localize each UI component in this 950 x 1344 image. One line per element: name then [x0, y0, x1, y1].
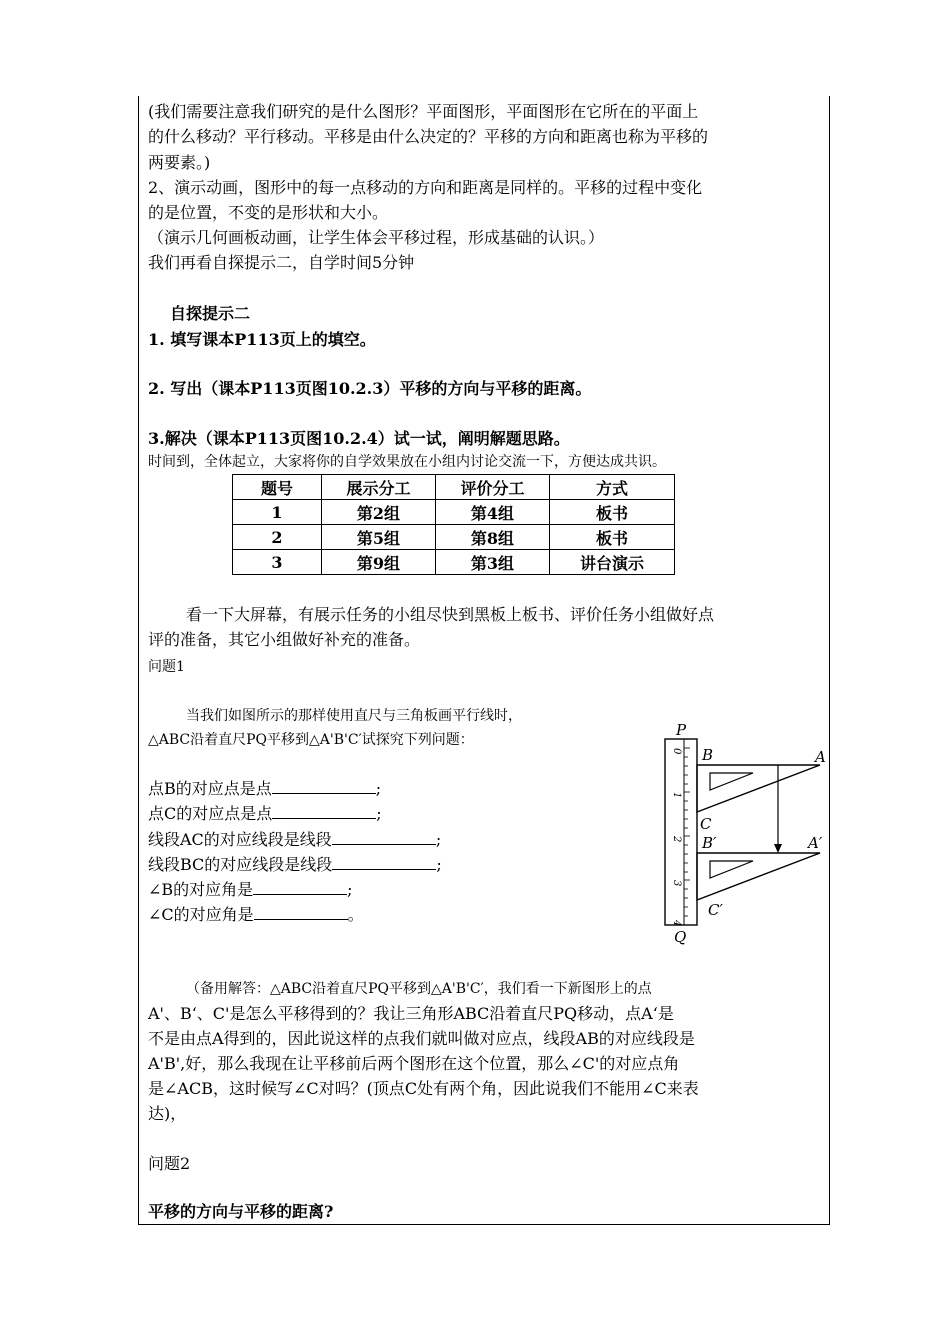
table-cell: 讲台演示: [550, 550, 675, 575]
label-q: Q: [674, 928, 687, 946]
header-cell: 题号: [233, 475, 322, 500]
backup-line-1: （备用解答：△ABC沿着直尺PQ平移到△A'B'C′，我们看一下新图形上的点: [186, 981, 652, 997]
table-cell: 第8组: [436, 525, 550, 550]
para1-line-6: （演示几何画板动画，让学生体会平移过程，形成基础的认识。）: [148, 228, 605, 247]
label-b-prime: B′: [702, 834, 717, 852]
backup-line-6: 达)，: [148, 1104, 187, 1123]
para1-line-7: 我们再看自探提示二，自学时间5分钟: [148, 253, 415, 272]
q1-intro-line-2: △ABC沿着直尺PQ平移到△A'B'C′试探究下列问题：: [148, 732, 474, 748]
triangle-a2b2c2: [697, 853, 820, 900]
table-row: [233, 525, 675, 550]
label-b: B: [702, 746, 714, 764]
hint-item-3: 3.解决（课本P113页图10.2.4）试一试，阐明解题思路。: [148, 429, 570, 448]
table-row: [233, 500, 675, 525]
time-note: 时间到，全体起立，大家将你的自学效果放在小组内讨论交流一下，方便达成共识。: [148, 454, 666, 470]
para1-line-5: 的是位置，不变的是形状和大小。: [148, 203, 389, 222]
table-cell: 1: [233, 500, 322, 525]
blank-line-2: [148, 802, 382, 826]
answer-blank[interactable]: [272, 777, 376, 794]
ruler: [665, 739, 697, 925]
screen-note-line-2: 评的准备，其它小组做好补充的准备。: [148, 630, 421, 649]
answer-blank[interactable]: [254, 903, 348, 920]
blank-line-6: [148, 903, 364, 927]
header-cell: 方式: [550, 475, 675, 500]
answer-blank[interactable]: [253, 878, 347, 895]
arrow-head: [774, 844, 782, 853]
table-cell: 板书: [550, 500, 675, 525]
answer-blank[interactable]: [332, 853, 436, 870]
backup-line-5: 是∠ACB，这时候写∠C对吗？(顶点C处有两个角，因此说我们不能用∠C来表: [148, 1079, 699, 1098]
table-cell: 第4组: [436, 500, 550, 525]
para1-line-3: 两要素。): [148, 153, 211, 172]
header-cell: 展示分工: [322, 475, 436, 500]
blank-prefix: 点B的对应点是点: [148, 779, 272, 798]
hint-item-2: 2. 写出（课本P113页图10.2.3）平移的方向与平移的距离。: [148, 379, 592, 398]
answer-blank[interactable]: [272, 802, 376, 819]
blank-suffix: ;: [375, 779, 382, 798]
table-row: [233, 550, 675, 575]
table-header-row: [233, 475, 675, 500]
blank-prefix: 线段BC的对应线段是线段: [148, 855, 333, 874]
table-cell: 2: [233, 525, 322, 550]
backup-line-2: A'、B‘、C'是怎么平移得到的？我让三角形ABC沿着直尺PQ移动，点A‘是: [148, 1004, 674, 1023]
hint-item-1: 1. 填写课本P113页上的填空。: [148, 330, 376, 349]
blank-prefix: ∠B的对应角是: [148, 880, 254, 899]
label-c: C: [700, 815, 712, 833]
blank-suffix: ;: [435, 830, 442, 849]
blank-line-4: [148, 853, 442, 877]
backup-line-3: 不是由点A得到的，因此说这样的点我们就叫做对应点，线段AB的对应线段是: [148, 1029, 695, 1048]
question-1-label: 问题1: [148, 659, 185, 675]
blank-prefix: 线段AC的对应线段是线段: [148, 830, 332, 849]
blank-suffix: 。: [347, 905, 364, 924]
blank-line-1: [148, 777, 381, 801]
blank-suffix: ;: [347, 880, 353, 899]
answer-blank[interactable]: [332, 828, 436, 845]
backup-line-4: A'B',好，那么我现在让平移前后两个图形在这个位置，那么∠C'的对应点角: [148, 1054, 680, 1073]
blank-suffix: ;: [436, 855, 442, 874]
para1-line-4: 2、演示动画，图形中的每一点移动的方向和距离是同样的。平移的过程中变化: [148, 178, 703, 197]
blank-prefix: ∠C的对应角是: [148, 905, 254, 924]
header-cell: 评价分工: [436, 475, 550, 500]
triangle-a2b2c2-inner: [710, 861, 753, 878]
table-cell: 第9组: [322, 550, 436, 575]
table-cell: 第2组: [322, 500, 436, 525]
para1-line-2: 的什么移动？平行移动。平移是由什么决定的？平移的方向和距离也称为平移的: [148, 127, 709, 146]
assignment-table: [232, 474, 675, 575]
label-p: P: [676, 721, 687, 739]
para1-line-1: (我们需要注意我们研究的是什么图形？平面图形，平面图形在它所在的平面上: [148, 102, 699, 121]
tick-label: 3: [671, 880, 682, 887]
question-2-label: 问题2: [148, 1154, 191, 1173]
table-cell: 第5组: [322, 525, 436, 550]
tick-label: 0: [671, 748, 682, 755]
blank-suffix: ;: [376, 804, 382, 823]
label-a: A: [815, 748, 826, 766]
blank-prefix: 点C的对应点是点: [148, 804, 273, 823]
blank-line-3: [148, 828, 441, 852]
table-cell: 第3组: [436, 550, 550, 575]
tick-label: 4: [671, 920, 682, 927]
table-cell: 3: [233, 550, 322, 575]
tick-label: 1: [671, 792, 682, 799]
label-a-prime: A′: [808, 834, 823, 852]
triangle-abc: [697, 765, 820, 812]
question-2-text: 平移的方向与平移的距离?: [148, 1202, 334, 1221]
blank-line-5: [148, 878, 353, 902]
hint-title: 自探提示二: [170, 304, 251, 323]
translation-figure: [660, 720, 832, 946]
label-c-prime: C′: [708, 901, 723, 919]
table-cell: 板书: [550, 525, 675, 550]
tick-label: 2: [671, 836, 682, 843]
screen-note-line-1: 看一下大屏幕，有展示任务的小组尽快到黑板上板书、评价任务小组做好点: [186, 605, 715, 624]
q1-intro-line-1: 当我们如图所示的那样使用直尺与三角板画平行线时，: [186, 708, 522, 724]
triangle-abc-inner: [710, 773, 753, 790]
